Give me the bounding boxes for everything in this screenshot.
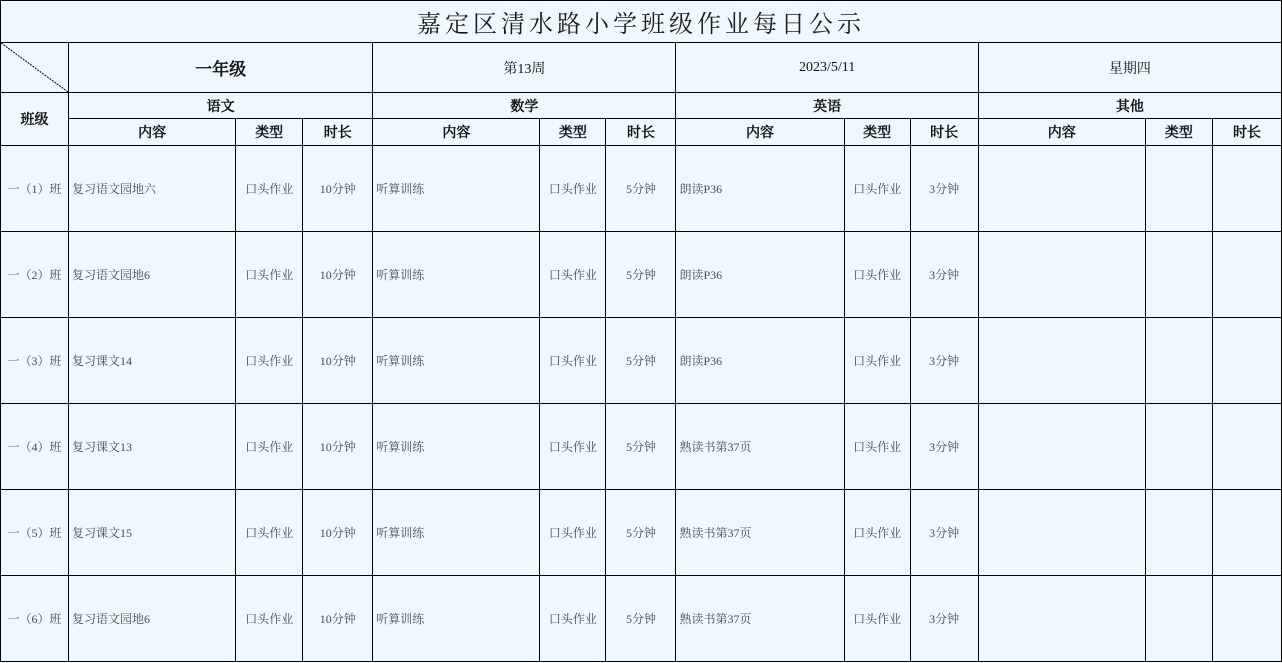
header-row-top <box>1 43 1282 93</box>
col-header-type: 类型 <box>540 119 606 146</box>
content-cell <box>978 404 1145 490</box>
class-cell: 一（1）班 <box>1 146 69 232</box>
type-cell: 口头作业 <box>844 404 910 490</box>
type-cell: 口头作业 <box>236 576 303 662</box>
duration-cell: 10分钟 <box>303 318 373 404</box>
content-cell: 熟读书第37页 <box>676 490 844 576</box>
col-header-type: 类型 <box>1145 119 1212 146</box>
duration-cell: 5分钟 <box>606 576 676 662</box>
type-cell: 口头作业 <box>844 576 910 662</box>
type-cell: 口头作业 <box>540 576 606 662</box>
type-cell: 口头作业 <box>844 146 910 232</box>
duration-cell <box>1212 146 1281 232</box>
table-row <box>1 404 1282 490</box>
col-header-type: 类型 <box>236 119 303 146</box>
title-row <box>1 1 1282 43</box>
duration-cell: 10分钟 <box>303 576 373 662</box>
type-cell: 口头作业 <box>844 318 910 404</box>
content-cell: 听算训练 <box>373 404 540 490</box>
type-cell <box>1145 146 1212 232</box>
col-header-duration: 时长 <box>910 119 978 146</box>
col-header-type: 类型 <box>844 119 910 146</box>
duration-cell: 5分钟 <box>606 232 676 318</box>
class-cell: 一（6）班 <box>1 576 69 662</box>
class-cell: 一（2）班 <box>1 232 69 318</box>
col-header-duration: 时长 <box>303 119 373 146</box>
subject-header-math: 数学 <box>373 93 676 119</box>
duration-cell: 3分钟 <box>910 232 978 318</box>
header-row-subjects <box>1 93 1282 119</box>
content-cell: 复习语文园地6 <box>69 576 236 662</box>
duration-cell <box>1212 232 1281 318</box>
class-cell: 一（3）班 <box>1 318 69 404</box>
duration-cell: 3分钟 <box>910 146 978 232</box>
content-cell <box>978 490 1145 576</box>
col-header-duration: 时长 <box>606 119 676 146</box>
table-row <box>1 490 1282 576</box>
type-cell: 口头作业 <box>236 146 303 232</box>
type-cell: 口头作业 <box>236 232 303 318</box>
col-header-duration: 时长 <box>1212 119 1281 146</box>
header-row-subcolumns <box>1 119 1282 146</box>
duration-cell: 10分钟 <box>303 232 373 318</box>
duration-cell: 3分钟 <box>910 576 978 662</box>
duration-cell <box>1212 490 1281 576</box>
content-cell: 听算训练 <box>373 146 540 232</box>
content-cell: 朗读P36 <box>676 318 844 404</box>
content-cell: 熟读书第37页 <box>676 576 844 662</box>
duration-cell: 10分钟 <box>303 404 373 490</box>
content-cell: 朗读P36 <box>676 232 844 318</box>
content-cell <box>978 232 1145 318</box>
type-cell: 口头作业 <box>844 232 910 318</box>
type-cell: 口头作业 <box>236 490 303 576</box>
content-cell: 听算训练 <box>373 576 540 662</box>
duration-cell: 10分钟 <box>303 146 373 232</box>
content-cell: 复习语文园地六 <box>69 146 236 232</box>
type-cell <box>1145 490 1212 576</box>
duration-cell: 5分钟 <box>606 318 676 404</box>
duration-cell: 3分钟 <box>910 490 978 576</box>
content-cell <box>978 146 1145 232</box>
duration-cell <box>1212 318 1281 404</box>
duration-cell <box>1212 404 1281 490</box>
content-cell <box>978 318 1145 404</box>
content-cell: 复习课文14 <box>69 318 236 404</box>
content-cell: 听算训练 <box>373 490 540 576</box>
content-cell: 复习课文13 <box>69 404 236 490</box>
content-cell: 熟读书第37页 <box>676 404 844 490</box>
col-header-content: 内容 <box>373 119 540 146</box>
type-cell <box>1145 318 1212 404</box>
type-cell: 口头作业 <box>540 404 606 490</box>
table-row <box>1 146 1282 232</box>
type-cell: 口头作业 <box>540 146 606 232</box>
content-cell: 听算训练 <box>373 318 540 404</box>
subject-header-english: 英语 <box>676 93 978 119</box>
content-cell: 朗读P36 <box>676 146 844 232</box>
table-row <box>1 318 1282 404</box>
col-header-content: 内容 <box>978 119 1145 146</box>
content-cell: 复习语文园地6 <box>69 232 236 318</box>
class-grade-diagonal-cell <box>1 43 69 93</box>
class-column-header: 班级 <box>1 93 69 146</box>
date-cell: 2023/5/11 <box>676 43 978 93</box>
table-row <box>1 576 1282 662</box>
type-cell: 口头作业 <box>540 490 606 576</box>
content-cell: 复习课文15 <box>69 490 236 576</box>
type-cell <box>1145 404 1212 490</box>
type-cell: 口头作业 <box>540 318 606 404</box>
col-header-content: 内容 <box>676 119 844 146</box>
col-header-content: 内容 <box>69 119 236 146</box>
content-cell <box>978 576 1145 662</box>
type-cell <box>1145 232 1212 318</box>
duration-cell: 3分钟 <box>910 404 978 490</box>
type-cell: 口头作业 <box>540 232 606 318</box>
type-cell: 口头作业 <box>236 404 303 490</box>
weekday-cell: 星期四 <box>978 43 1281 93</box>
subject-header-chinese: 语文 <box>69 93 373 119</box>
page-title: 嘉定区清水路小学班级作业每日公示 <box>1 1 1282 43</box>
content-cell: 听算训练 <box>373 232 540 318</box>
duration-cell: 5分钟 <box>606 490 676 576</box>
duration-cell: 3分钟 <box>910 318 978 404</box>
duration-cell <box>1212 576 1281 662</box>
type-cell <box>1145 576 1212 662</box>
grade-cell: 一年级 <box>69 43 373 93</box>
week-cell: 第13周 <box>373 43 676 93</box>
diagonal-line <box>1 43 68 92</box>
type-cell: 口头作业 <box>844 490 910 576</box>
duration-cell: 5分钟 <box>606 146 676 232</box>
table-row <box>1 232 1282 318</box>
class-cell: 一（5）班 <box>1 490 69 576</box>
duration-cell: 10分钟 <box>303 490 373 576</box>
type-cell: 口头作业 <box>236 318 303 404</box>
duration-cell: 5分钟 <box>606 404 676 490</box>
subject-header-other: 其他 <box>978 93 1281 119</box>
class-cell: 一（4）班 <box>1 404 69 490</box>
